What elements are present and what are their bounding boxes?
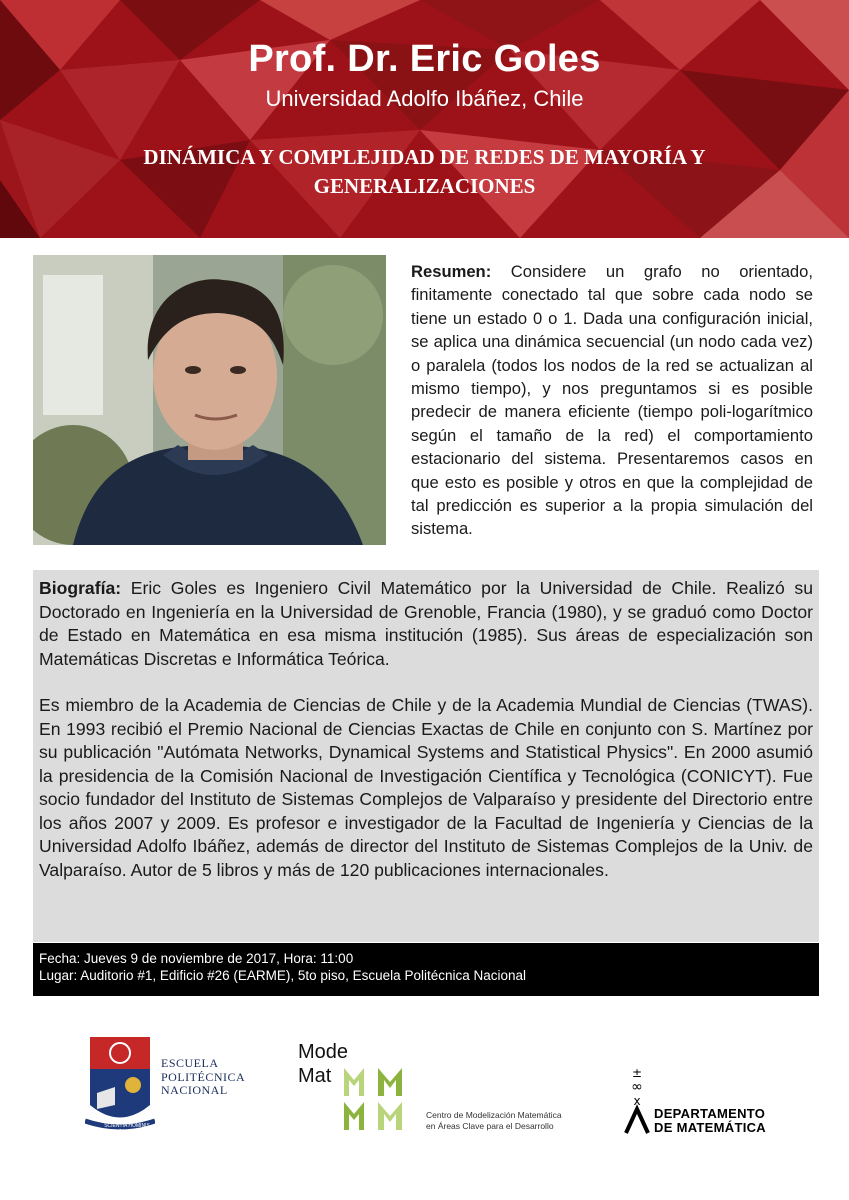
speaker-name: Prof. Dr. Eric Goles xyxy=(248,38,601,80)
epn-line1: ESCUELA xyxy=(161,1056,219,1070)
epn-line2: POLITÉCNICA xyxy=(161,1069,246,1084)
abstract-label: Resumen: xyxy=(411,262,492,281)
biography-paragraph-2: Es miembro de la Academia de Ciencias de Chile y de la Academia Mundial de Ciencias (TWAS). En 1993 recibió el Premio Nacional de Ciencias Exactas de Chile en conjunto con S. Martínez por su publicación "Autómata Networks, Dynamical Systems and Statistical Physics". En 2000 asumió la presidencia de la Comisión Nacional de Investigación Científica y Tecnológica (CONICYT). Fue socio fundador del Instituto de Sistemas Complejos de Valparaíso y presidente del Directorio entre los años 2007 y 2009. Es profesor e investigador de la Facultad de Ingeniería y Ciencias de la Universidad Adolfo Ibáñez, además de director del Instituto de Sistemas Complejos de la Univ. de Valparaíso. Autor de 5 libros y más de 120 publicaciones internacionales. xyxy=(39,695,813,880)
biography-paragraph-1 xyxy=(33,570,819,671)
event-date: Fecha: Jueves 9 de noviembre de 2017, Hora: 11:00 xyxy=(39,951,354,966)
modemat-logo xyxy=(298,1040,568,1135)
epn-name xyxy=(161,1057,245,1098)
modemat-sub-line1: Centro de Modelización Matemática xyxy=(426,1110,562,1120)
epn-shield-icon xyxy=(85,1035,155,1135)
epn-line3: NACIONAL xyxy=(161,1083,228,1097)
talk-title-line1: DINÁMICA Y COMPLEJIDAD DE REDES DE MAYORÍA Y xyxy=(143,145,706,169)
dm-line1: DEPARTAMENTO xyxy=(654,1106,766,1121)
event-info-bar xyxy=(33,943,819,996)
dm-name xyxy=(654,1107,766,1135)
svg-text:x: x xyxy=(633,1094,641,1108)
epn-logo xyxy=(85,1035,255,1135)
dm-line2: DE MATEMÁTICA xyxy=(654,1120,766,1135)
abstract-text: Considere un grafo no orientado, finitamente conectado tal que sobre cada nodo se tiene un estado 0 o 1. Dada una configuración inicial, se aplica una dinámica secuencial (un nodo cada vez) o paralela (todos los nodos de la red se actualizan al mismo tiempo), y nos preguntamos si es posible predecir de manera eficiente (tiempo poli-logarítmico según el tamaño de la red) el comportamiento estacionario del sistema. Presentaremos casos en que esto es posible y otros en que la complejidad de tal predicción es superior a la propia simulación del sistema. xyxy=(411,262,813,539)
modemat-subtitle xyxy=(426,1110,562,1132)
modemat-word-2: Mat xyxy=(298,1065,332,1087)
dm-logo xyxy=(622,1065,782,1140)
speaker-affiliation: Universidad Adolfo Ibáñez, Chile xyxy=(265,86,584,111)
abstract xyxy=(411,260,813,541)
speaker-photo xyxy=(33,255,386,545)
header-banner xyxy=(0,0,849,238)
talk-title-line2: GENERALIZACIONES xyxy=(313,174,536,198)
svg-text:∞: ∞ xyxy=(631,1079,643,1095)
epn-motto: SCIENTIA HOMINIS SALUS xyxy=(104,1123,150,1135)
event-place: Lugar: Auditorio #1, Edificio #26 (EARME), 5to piso, Escuela Politécnica Nacional xyxy=(39,968,527,983)
modemat-sub-line2: en Áreas Clave para el Desarrollo xyxy=(426,1121,554,1131)
biography-box xyxy=(33,570,819,942)
modemat-word-1: Mode xyxy=(298,1041,349,1063)
dm-symbol-icon xyxy=(622,1065,652,1135)
modemat-mark-icon xyxy=(342,1066,408,1132)
talk-title xyxy=(80,143,769,201)
biography-label: Biografía: xyxy=(39,578,122,598)
polygon-background xyxy=(0,0,849,238)
biography-text-1: Eric Goles es Ingeniero Civil Matemático por la Universidad de Chile. Realizó su Doctorado en Ingeniería en la Universidad de Grenoble, Francia (1980), y se graduó como Doctor de Estado en Matemática en esa misma institución (1985). Sus áreas de especialización son Matemáticas Discretas e Informática Teórica. xyxy=(39,578,813,669)
svg-text:±: ± xyxy=(631,1066,643,1080)
